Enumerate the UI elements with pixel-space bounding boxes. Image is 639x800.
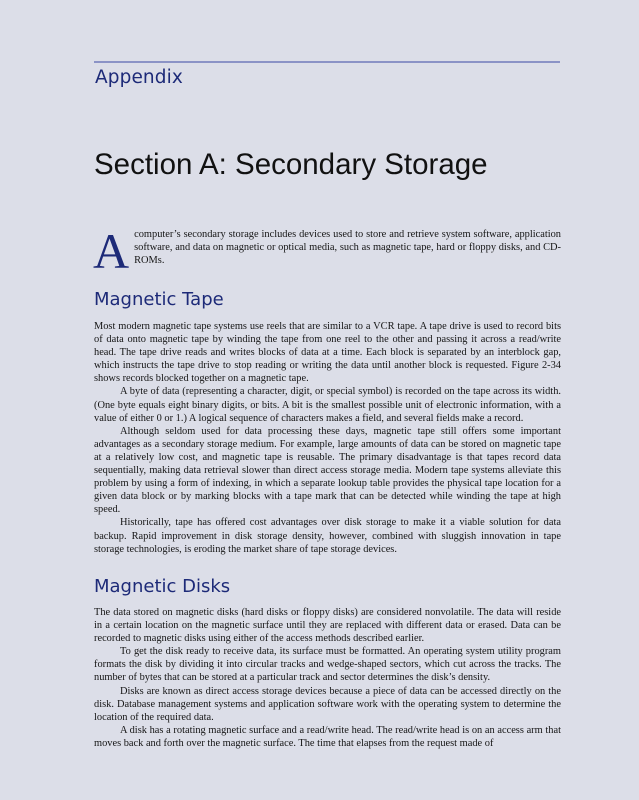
intro-paragraph bbox=[93, 223, 561, 279]
magnetic-disks-body bbox=[94, 606, 561, 750]
section-title: Section A: Secondary Storage bbox=[94, 148, 488, 181]
heading-magnetic-tape: Magnetic Tape bbox=[94, 289, 224, 310]
paragraph: Disks are known as direct access storage devices because a piece of data can be accessed directly on the disk. Database management systems and application software work with the operating system to determine the location of the required data. bbox=[94, 685, 561, 723]
heading-magnetic-disks: Magnetic Disks bbox=[94, 576, 231, 597]
magnetic-tape-body bbox=[94, 320, 561, 556]
paragraph: The data stored on magnetic disks (hard disks or floppy disks) are considered nonvolatile. The data will reside in a certain location on the magnetic surface until they are replaced with different data or erased. Data can be recorded to magnetic disks using either of the access methods described earlier. bbox=[94, 607, 561, 645]
header-rule bbox=[94, 61, 560, 63]
paragraph: Most modern magnetic tape systems use reels that are similar to a VCR tape. A tape drive is used to record bits of data onto magnetic tape by winding the tape from one reel to the other and passing it across a read/write head. The tape drive reads and writes blocks of data at a time. Each block is separated by an interblock gap, which instructs the tape drive to stop reading or writing the data until another block is requested. Figure 2-34 shows records blocked together on a magnetic tape. bbox=[94, 321, 561, 385]
paragraph: To get the disk ready to receive data, its surface must be formatted. An operating system utility program formats the disk by dividing it into circular tracks and wedge-shaped sectors, which cut across the tracks. The number of bytes that can be stored at a particular track and sector determines the disk’s density. bbox=[94, 646, 561, 684]
appendix-label: Appendix bbox=[95, 67, 183, 88]
paragraph: Although seldom used for data processing these days, magnetic tape still offers some important advantages as a secondary storage medium. For example, large amounts of data can be stored on magnetic tape at a relatively low cost, and magnetic tape is reusable. The primary disadvantage is that tapes record data sequentially, making data retrieval slower than direct access storage media. Modern tape systems alleviate this problem by using a form of indexing, in which a separate lookup table provides the physical tape location for a given data block or by marking blocks with a tape mark that can be detected while winding the tape at high speed. bbox=[94, 425, 561, 516]
drop-cap: A bbox=[93, 223, 130, 279]
paragraph: A disk has a rotating magnetic surface and a read/write head. The read/write head is on an access arm that moves back and forth over the magnetic surface. The time that elapses from the request made of bbox=[94, 724, 561, 749]
paragraph: Historically, tape has offered cost advantages over disk storage to make it a viable solution for data backup. Rapid improvement in disk storage density, however, combined with sluggish innovation in tape storage technologies, is eroding the market share of tape storage devices. bbox=[94, 517, 561, 555]
intro-text: computer’s secondary storage includes devices used to store and retrieve system software, application software, and data on magnetic or optical media, such as magnetic tape, hard or floppy disks, and CD-ROMs. bbox=[134, 229, 561, 267]
paragraph: A byte of data (representing a character, digit, or special symbol) is recorded on the tape across its width. (One byte equals eight binary digits, or bits. A bit is the smallest possible unit of electronic information, with a value of either 0 or 1.) A logical sequence of characters makes a field, and several fields make a record. bbox=[94, 386, 561, 424]
